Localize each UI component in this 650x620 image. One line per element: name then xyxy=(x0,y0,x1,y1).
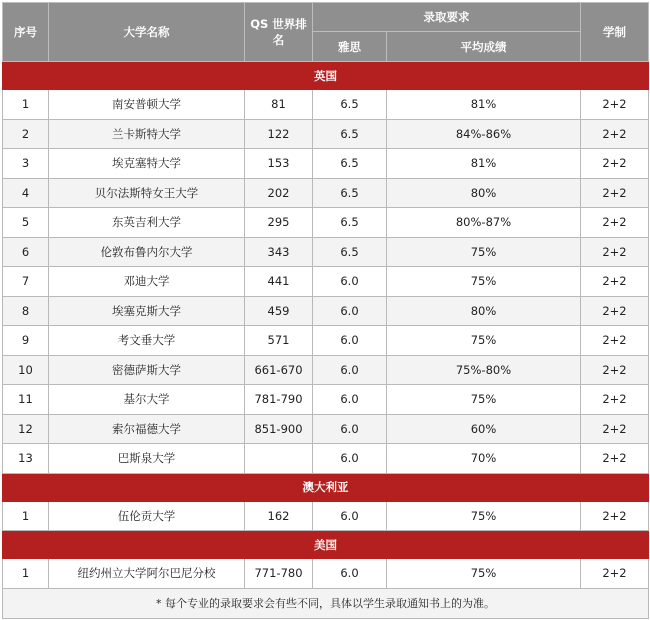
cell-avg-score: 81% xyxy=(387,90,581,120)
cell-university: 兰卡斯特大学 xyxy=(49,119,245,149)
cell-ielts: 6.0 xyxy=(313,267,387,297)
cell-program: 2+2 xyxy=(581,149,649,179)
table-row xyxy=(3,149,649,179)
cell-program: 2+2 xyxy=(581,326,649,356)
cell-program: 2+2 xyxy=(581,267,649,297)
cell-index: 1 xyxy=(3,90,49,120)
table-row xyxy=(3,501,649,531)
cell-index: 11 xyxy=(3,385,49,415)
cell-program: 2+2 xyxy=(581,208,649,238)
cell-qs-rank: 295 xyxy=(245,208,313,238)
cell-avg-score: 80% xyxy=(387,178,581,208)
cell-university: 邓迪大学 xyxy=(49,267,245,297)
cell-index: 12 xyxy=(3,414,49,444)
cell-university: 东英吉利大学 xyxy=(49,208,245,238)
cell-university: 埃克塞特大学 xyxy=(49,149,245,179)
section-row xyxy=(3,62,649,90)
cell-avg-score: 75% xyxy=(387,385,581,415)
table-row xyxy=(3,178,649,208)
table-row xyxy=(3,237,649,267)
cell-qs-rank: 661-670 xyxy=(245,355,313,385)
cell-program: 2+2 xyxy=(581,119,649,149)
header-ielts: 雅思 xyxy=(313,32,387,62)
cell-index: 1 xyxy=(3,559,49,589)
cell-index: 1 xyxy=(3,501,49,531)
cell-index: 5 xyxy=(3,208,49,238)
cell-index: 10 xyxy=(3,355,49,385)
cell-program: 2+2 xyxy=(581,385,649,415)
table-row xyxy=(3,444,649,474)
cell-ielts: 6.0 xyxy=(313,385,387,415)
table-body xyxy=(3,62,649,589)
header-program: 学制 xyxy=(581,3,649,62)
cell-university: 伍伦贡大学 xyxy=(49,501,245,531)
cell-program: 2+2 xyxy=(581,444,649,474)
cell-avg-score: 75% xyxy=(387,501,581,531)
section-row xyxy=(3,531,649,559)
cell-avg-score: 75% xyxy=(387,559,581,589)
footnote: * 每个专业的录取要求会有些不同，具体以学生录取通知书上的为准。 xyxy=(3,588,649,618)
cell-program: 2+2 xyxy=(581,178,649,208)
cell-qs-rank: 162 xyxy=(245,501,313,531)
header-qs-rank: QS 世界排名 xyxy=(245,3,313,62)
section-title: 美国 xyxy=(3,531,649,559)
cell-ielts: 6.0 xyxy=(313,355,387,385)
cell-ielts: 6.0 xyxy=(313,326,387,356)
cell-index: 4 xyxy=(3,178,49,208)
header-index: 序号 xyxy=(3,3,49,62)
cell-avg-score: 80% xyxy=(387,296,581,326)
cell-university: 巴斯泉大学 xyxy=(49,444,245,474)
cell-university: 伦敦布鲁内尔大学 xyxy=(49,237,245,267)
section-title: 英国 xyxy=(3,62,649,90)
cell-index: 13 xyxy=(3,444,49,474)
admission-table-container xyxy=(2,2,648,619)
cell-program: 2+2 xyxy=(581,90,649,120)
cell-university: 基尔大学 xyxy=(49,385,245,415)
cell-qs-rank: 122 xyxy=(245,119,313,149)
cell-university: 密德萨斯大学 xyxy=(49,355,245,385)
cell-ielts: 6.0 xyxy=(313,296,387,326)
cell-qs-rank: 441 xyxy=(245,267,313,297)
section-title: 澳大利亚 xyxy=(3,473,649,501)
cell-qs-rank: 781-790 xyxy=(245,385,313,415)
table-row xyxy=(3,90,649,120)
cell-avg-score: 60% xyxy=(387,414,581,444)
cell-qs-rank: 81 xyxy=(245,90,313,120)
cell-qs-rank: 771-780 xyxy=(245,559,313,589)
cell-university: 贝尔法斯特女王大学 xyxy=(49,178,245,208)
cell-index: 6 xyxy=(3,237,49,267)
table-row xyxy=(3,414,649,444)
cell-ielts: 6.0 xyxy=(313,444,387,474)
cell-avg-score: 75% xyxy=(387,326,581,356)
cell-qs-rank: 851-900 xyxy=(245,414,313,444)
section-row xyxy=(3,473,649,501)
cell-avg-score: 70% xyxy=(387,444,581,474)
cell-ielts: 6.5 xyxy=(313,90,387,120)
cell-qs-rank: 153 xyxy=(245,149,313,179)
table-row xyxy=(3,119,649,149)
table-row xyxy=(3,559,649,589)
cell-ielts: 6.5 xyxy=(313,237,387,267)
table-row xyxy=(3,355,649,385)
cell-index: 9 xyxy=(3,326,49,356)
cell-university: 索尔福德大学 xyxy=(49,414,245,444)
cell-index: 3 xyxy=(3,149,49,179)
cell-program: 2+2 xyxy=(581,296,649,326)
cell-qs-rank: 343 xyxy=(245,237,313,267)
cell-avg-score: 84%-86% xyxy=(387,119,581,149)
cell-index: 2 xyxy=(3,119,49,149)
cell-qs-rank: 571 xyxy=(245,326,313,356)
cell-ielts: 6.5 xyxy=(313,208,387,238)
cell-program: 2+2 xyxy=(581,414,649,444)
cell-university: 埃塞克斯大学 xyxy=(49,296,245,326)
table-row xyxy=(3,267,649,297)
cell-ielts: 6.5 xyxy=(313,178,387,208)
cell-program: 2+2 xyxy=(581,501,649,531)
cell-university: 考文垂大学 xyxy=(49,326,245,356)
table-row xyxy=(3,326,649,356)
cell-program: 2+2 xyxy=(581,559,649,589)
cell-qs-rank xyxy=(245,444,313,474)
cell-ielts: 6.0 xyxy=(313,414,387,444)
cell-program: 2+2 xyxy=(581,355,649,385)
cell-index: 8 xyxy=(3,296,49,326)
admission-table xyxy=(2,2,649,619)
cell-avg-score: 75% xyxy=(387,237,581,267)
cell-qs-rank: 202 xyxy=(245,178,313,208)
cell-university: 南安普顿大学 xyxy=(49,90,245,120)
cell-ielts: 6.5 xyxy=(313,149,387,179)
cell-ielts: 6.5 xyxy=(313,119,387,149)
cell-avg-score: 75%-80% xyxy=(387,355,581,385)
table-row xyxy=(3,208,649,238)
cell-program: 2+2 xyxy=(581,237,649,267)
cell-qs-rank: 459 xyxy=(245,296,313,326)
cell-ielts: 6.0 xyxy=(313,501,387,531)
cell-avg-score: 81% xyxy=(387,149,581,179)
cell-avg-score: 80%-87% xyxy=(387,208,581,238)
header-university: 大学名称 xyxy=(49,3,245,62)
table-header xyxy=(3,3,649,62)
table-row xyxy=(3,385,649,415)
header-requirements: 录取要求 xyxy=(313,3,581,32)
header-avg-score: 平均成绩 xyxy=(387,32,581,62)
cell-university: 纽约州立大学阿尔巴尼分校 xyxy=(49,559,245,589)
cell-avg-score: 75% xyxy=(387,267,581,297)
cell-index: 7 xyxy=(3,267,49,297)
table-row xyxy=(3,296,649,326)
cell-ielts: 6.0 xyxy=(313,559,387,589)
